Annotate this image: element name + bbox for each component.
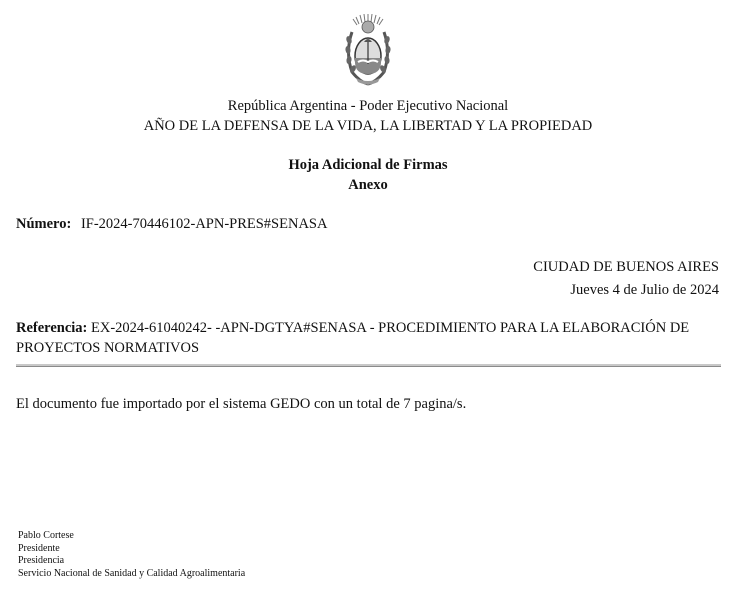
document-number xyxy=(16,215,327,234)
signer-role: Presidente xyxy=(18,542,60,554)
document-date: Jueves 4 de Julio de 2024 xyxy=(570,282,719,298)
reference-value: EX-2024-61040242- -APN-DGTYA#SENASA - PROCEDIMIENTO PARA LA ELABORACIÓN DE PROYECTOS NORMATIVOS xyxy=(16,320,690,356)
document-location: CIUDAD DE BUENOS AIRES xyxy=(533,259,719,275)
signer-organization: Servicio Nacional de Sanidad y Calidad Agroalimentaria xyxy=(18,567,246,579)
divider xyxy=(16,364,721,367)
document-reference xyxy=(16,318,722,358)
header-year-motto: AÑO DE LA DEFENSA DE LA VIDA, LA LIBERTAD Y LA PROPIEDAD xyxy=(143,118,593,134)
document-number-value: IF-2024-70446102-APN-PRES#SENASA xyxy=(80,216,328,232)
document-title: Hoja Adicional de Firmas xyxy=(288,157,448,173)
header-government: República Argentina - Poder Ejecutivo Nacional xyxy=(227,98,509,114)
signer-office: Presidencia xyxy=(18,555,65,566)
document-subtitle: Anexo xyxy=(348,177,388,193)
reference-label: Referencia: xyxy=(16,320,88,336)
signer-name: Pablo Cortese xyxy=(18,530,74,541)
document-number-label: Número: xyxy=(16,216,72,232)
signature-block xyxy=(18,530,245,580)
argentina-coat-of-arms-icon xyxy=(342,12,394,88)
document-body: El documento fue importado por el sistema GEDO con un total de 7 pagina/s. xyxy=(16,396,467,412)
